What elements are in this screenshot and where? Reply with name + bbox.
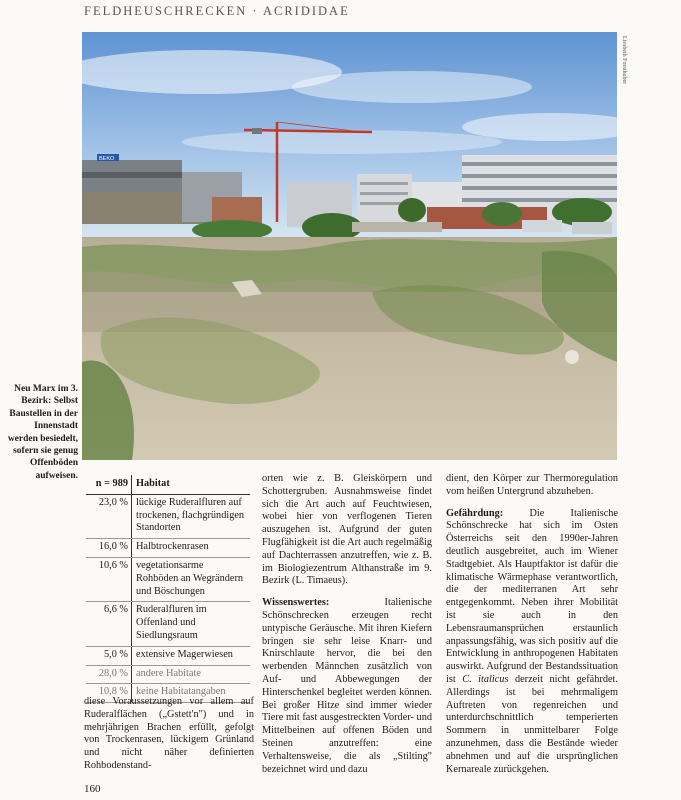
table-cell-label: andere Habitate [132,665,251,684]
table-cell-label: vegetationsarme Rohböden an Wegrändern und Böschungen [132,557,251,601]
table-cell-pct: 5,0 % [86,646,132,665]
table-row [86,665,250,684]
table-row [86,557,250,601]
paragraph: diese Voraussetzungen vor allem auf Ruderalflächen („Gstett'n") und in mehrjährigen Brachen erfüllt, gefolgt von Trockenrasen, lückigem Grünland und nicht näher definierten Rohbodenstand- [84,696,254,771]
paragraph-wissenswertes [262,597,432,776]
text-column-3 [446,473,618,776]
table-cell-pct: 23,0 % [86,494,132,538]
paragraph-text: Die Italienische Schönschrecke hat sich im Osten Österreichs seit den 1990er-Jahren deutlich ausgebreitet, auch im Wiener Stadtgebiet. Als Hauptfaktor ist dafür die klimatische Wärmephase verantwortlich, die der mediterranen Art sehr entgegenkommt. Neben ihrer Mobilität ist sie auch in den Lebensraumansprüchen erstaunlich anpassungsfähig, was sich positiv auf die Entwicklung in anthropogenen Habitaten auswirkt. Aufgrund der Bestandssituation ist [446,507,618,685]
table-cell-label: lückige Ruderalfluren auf trockenen, flachgründigen Standorten [132,494,251,538]
photo-credit: Liesbeth Forsthuber [621,36,627,85]
table-cell-label: keine Habitatangaben [132,684,251,703]
table-cell-label: extensive Magerwiesen [132,646,251,665]
table-cell-label: Halbtrockenrasen [132,539,251,558]
photo-caption: Neu Marx im 3. Bezirk: Selbst Baustellen in der Innenstadt werden besiedelt, sofern sie genug Offenböden aufweisen. [7,384,78,481]
table-cell-label: Ruderalfluren im Offenland und Siedlungsraum [132,602,251,646]
table-row [86,646,250,665]
species-name: C. italicus [462,673,509,685]
paragraph-text: derzeit nicht gefährdet. Allerdings ist bei mehrmaligem Auftreten von regenreichen und unterdurchschnittlich temperierten Sommern in unmittelbarer Folge anzunehmen, dass die Bestände wieder abnehmen und auf die ursprünglichen Kernareale zurückgehen. [446,673,618,775]
table-cell-pct: 28,0 % [86,665,132,684]
table-cell-pct: 16,0 % [86,539,132,558]
text-column-2 [262,473,432,776]
table-cell-pct: 10,6 % [86,557,132,601]
text-column-1 [84,696,254,773]
habitat-table [86,475,250,703]
beko-sign: BEKO [99,156,115,162]
table-header-habitat: Habitat [132,475,251,494]
table-cell-pct: 10,8 % [86,684,132,703]
section-heading: Wissenswertes: [262,597,330,609]
paragraph-text: Italienische Schönschrecken erzeugen recht untypische Geräusche. Mit ihren Kiefern bringen sie sehr leise Knarr- und Knirschlaute hervor, die bei den werbenden Männchen zusätzlich von Auf- und Abbewegungen der Hinterschenkel begleitet werden können. Bei großer Hitze sind immer wieder Tiere mit fast ausgestreckten Vorder- und Mittelbeinen auf offenen Böden und Steinen anzutreffen: eine Verhaltensweise, die als „Stilting" bezeichnet wird und dazu [262,597,432,775]
table-row [86,494,250,538]
section-heading: Gefährdung: [446,507,504,519]
paragraph: orten wie z. B. Gleiskörpern und Schottergruben. Ausnahmsweise findet sich die Art auch auf Feuchtwiesen, wobei hier von verflogenen Tieren auszugehen ist. Aufgrund der guten Flugfähigkeit ist die Art auch regelmäßig auf Dachterrassen anzutreffen, wie z. B. im Biologiezentrum Althanstraße im 9. Bezirk (L. Timaeus). [262,473,432,587]
running-head: FELDHEUSCHRECKEN · ACRIDIDAE [84,4,350,18]
table-row [86,539,250,558]
paragraph-gefaehrdung [446,508,618,777]
page-number: 160 [84,783,101,795]
paragraph: dient, den Körper zur Thermoregulation vom heißen Untergrund abzuheben. [446,473,618,497]
habitat-photo [82,32,617,460]
table-row [86,602,250,646]
table-cell-pct: 6,6 % [86,602,132,646]
table-header-n: n = 989 [86,475,132,494]
